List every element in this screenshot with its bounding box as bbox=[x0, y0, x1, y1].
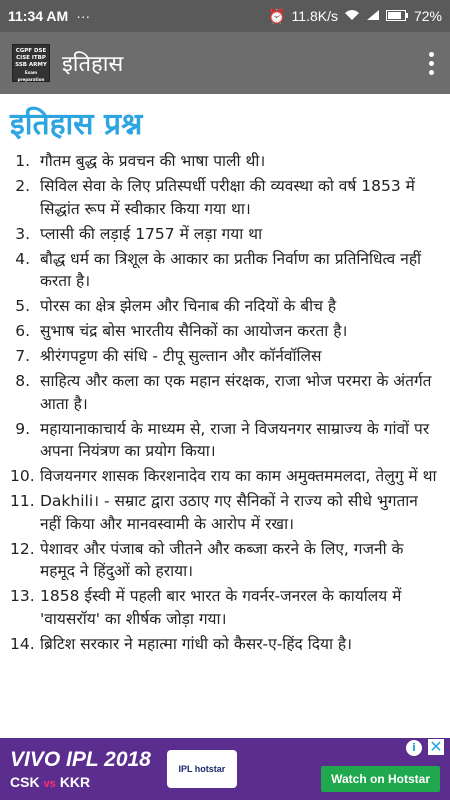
list-item: 5. पोरस का क्षेत्र झेलम और चिनाब की नदियों के बीच है bbox=[15, 297, 337, 315]
list-item: 10. विजयनगर शासक किरशनादेव राय का काम अमुक्तममलदा, तेलुगु में था bbox=[10, 467, 437, 485]
ad-hotstar-logo: IPL hotstar bbox=[167, 750, 237, 788]
list-item: 12. पेशावर और पंजाब को जीतने और कब्जा करने के लिए, गजनी के महमूद ने हिंदुओं को हराया। bbox=[10, 539, 404, 580]
list-item: 11. Dakhili। - सम्राट द्वारा उठाए गए सैनिकों ने राज्य को सीधे भुगतान नहीं किया और मानवस्वामी के आरोप में रखा। bbox=[10, 492, 418, 533]
watch-on-hotstar-button[interactable]: Watch on Hotstar bbox=[321, 766, 440, 792]
status-time: 11:34 AM bbox=[8, 8, 69, 24]
signal-icon bbox=[366, 8, 380, 24]
page-heading: इतिहास प्रश्न bbox=[10, 107, 143, 142]
ad-text bbox=[10, 748, 151, 790]
battery-icon bbox=[386, 8, 408, 24]
app-bar bbox=[0, 32, 450, 94]
app-title: इतिहास bbox=[62, 52, 124, 77]
list-item: 3. प्लासी की लड़ाई 1757 में लड़ा गया था bbox=[15, 224, 263, 243]
ad-info-icon[interactable]: i bbox=[406, 740, 422, 756]
notification-dots-icon: ··· bbox=[76, 8, 91, 24]
app-logo: CGPF DSE CISE ITBP SSB ARMY Exam preparation bbox=[12, 44, 50, 82]
list-item: 8. साहित्य और कला का एक महान संरक्षक, राजा भोज परमरा के अंतर्गत आता है। bbox=[15, 372, 432, 413]
alarm-icon: ⏰ bbox=[268, 7, 286, 24]
ad-close-icon[interactable]: ✕ bbox=[429, 738, 443, 756]
list-item: 14. ब्रिटिश सरकार ने महात्मा गांधी को कैसर-ए-हिंद दिया है। bbox=[10, 634, 352, 653]
wifi-icon bbox=[344, 8, 360, 24]
status-bar bbox=[0, 0, 450, 32]
list-item: 6. सुभाष चंद्र बोस भारतीय सैनिकों का आयोजन करता है। bbox=[15, 322, 348, 340]
list-item: 1. गौतम बुद्ध के प्रवचन की भाषा पाली थी। bbox=[15, 152, 266, 170]
list-item: 13. 1858 ईस्वी में पहली बार भारत के गवर्नर-जनरल के कार्यालय में 'वायसरॉय' का शीर्षक जोड़ा गया। bbox=[10, 587, 402, 628]
ad-banner[interactable] bbox=[0, 738, 450, 800]
ad-title: VIVO IPL 2018 bbox=[10, 748, 151, 771]
question-list bbox=[10, 150, 440, 655]
ad-teams: CSK vs KKR bbox=[10, 774, 91, 790]
content-area[interactable] bbox=[0, 94, 450, 738]
list-item: 2. सिविल सेवा के लिए प्रतिस्पर्धी परीक्षा की व्यवस्था को वर्ष 1853 में सिद्धांत रूप में स्वीकार किया गया था। bbox=[15, 177, 415, 218]
overflow-menu-icon[interactable] bbox=[425, 46, 438, 81]
list-item: 4. बौद्ध धर्म का त्रिशूल के आकार का प्रतीक निर्वाण का प्रतिनिधित्व नहीं करता है। bbox=[15, 249, 422, 290]
battery-percent: 72% bbox=[413, 8, 442, 24]
list-item: 7. श्रीरंगपट्टण की संधि - टीपू सुल्तान और कॉर्नवॉलिस bbox=[15, 347, 322, 365]
network-speed: 11.8K/s bbox=[291, 8, 338, 24]
list-item: 9. महायानाकाचार्य के माध्यम से, राजा ने विजयनगर साम्राज्य के गांवों पर अपना नियंत्रण का प्रयोग किया। bbox=[15, 419, 430, 460]
